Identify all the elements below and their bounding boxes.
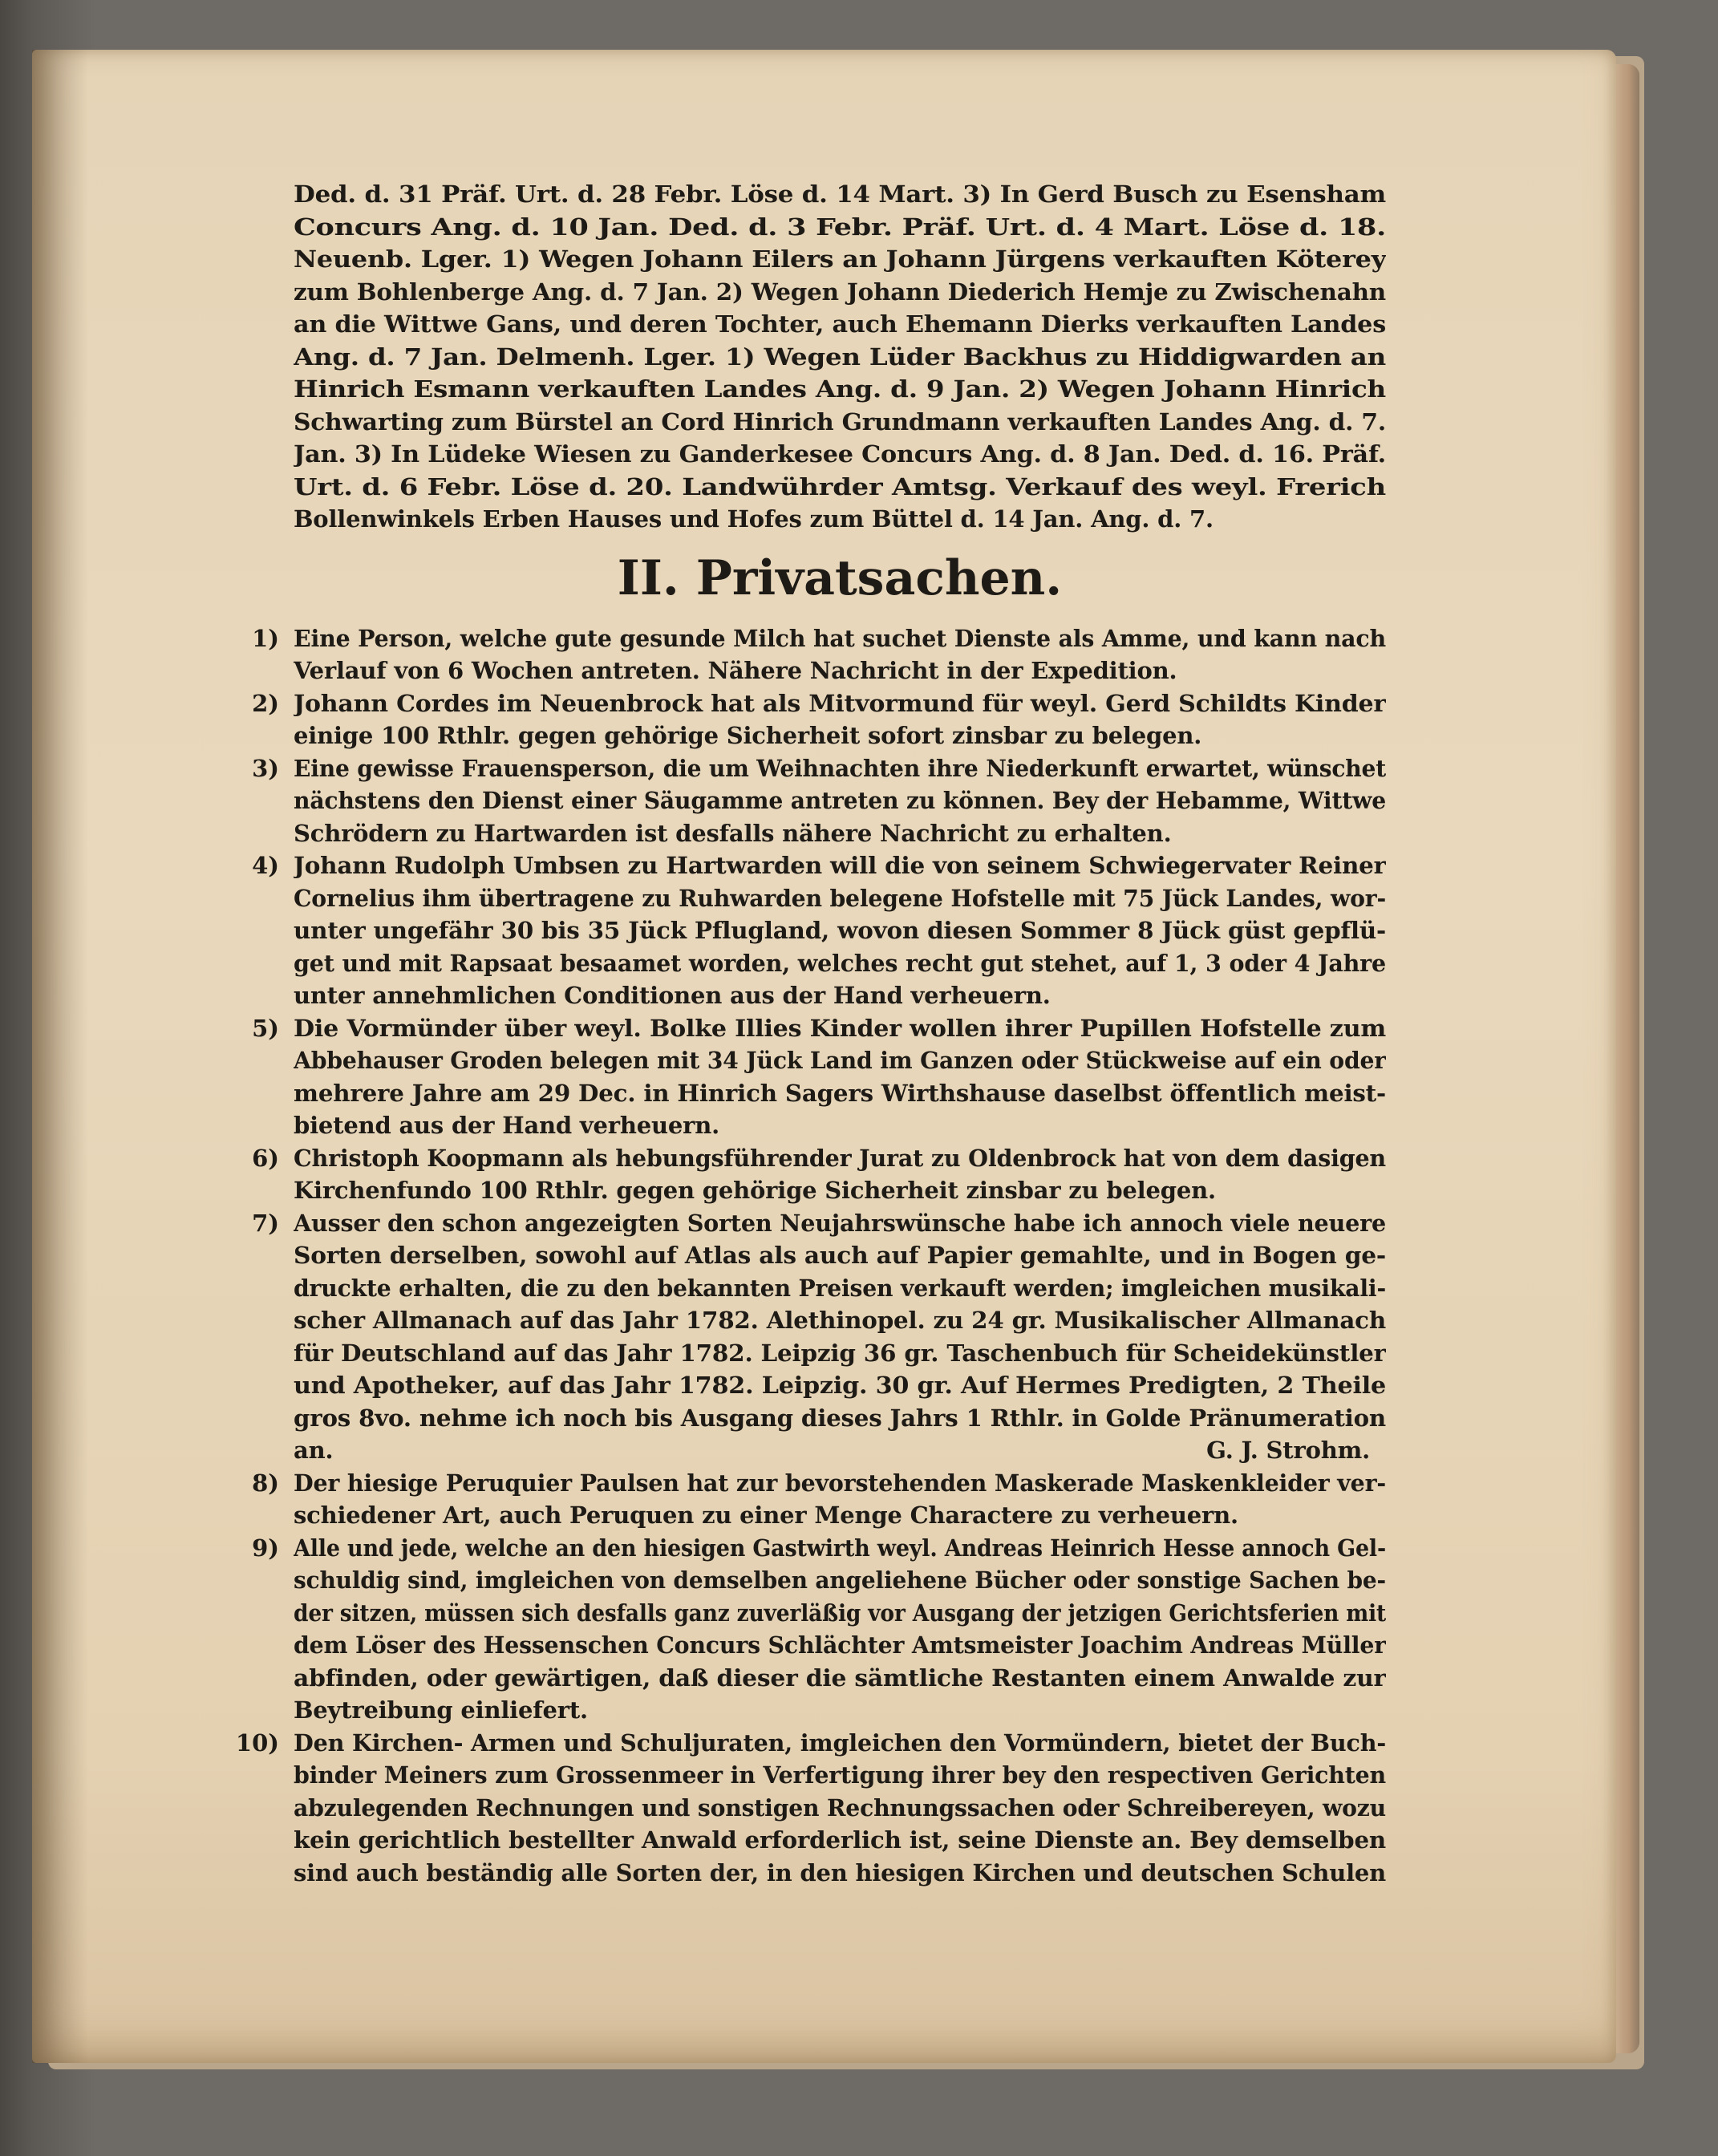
item-line: kein gerichtlich bestellter Anwald erforderlich ist, seine Dienste an. Bey demselben xyxy=(294,1826,1386,1854)
page-text xyxy=(235,178,1386,1889)
item-line: dem Löser des Hessenschen Concurs Schlächter Amtsmeister Joachim Andreas Müller xyxy=(294,1631,1386,1659)
gutter-shade xyxy=(32,50,88,2063)
item-number: 9) xyxy=(252,1534,279,1562)
item-line: schuldig sind, imgleichen von demselben angeliehene Bücher oder sonstige Sachen be- xyxy=(294,1566,1386,1594)
notice-item xyxy=(252,1532,1386,1727)
intro-line: an die Wittwe Gans, und deren Tochter, auch Ehemann Dierks verkauften Landes xyxy=(294,310,1386,338)
item-line: Abbehauser Groden belegen mit 34 Jück Land im Ganzen oder Stückweise auf ein oder xyxy=(294,1047,1386,1074)
item-line: Der hiesige Peruquier Paulsen hat zur bevorstehenden Maskerade Maskenkleider ver- xyxy=(294,1469,1386,1497)
notice-item xyxy=(252,1207,1386,1467)
item-signature: G. J. Strohm. xyxy=(1206,1437,1370,1464)
item-line: Johann Rudolph Umbsen zu Hartwarden will die von seinem Schwiegervater Reiner xyxy=(294,852,1386,879)
item-line: Kirchenfundo 100 Rthlr. gegen gehörige Sicherheit zinsbar zu belegen. xyxy=(294,1177,1216,1204)
item-line: Alle und jede, welche an den hiesigen Gastwirth weyl. Andreas Heinrich Hesse annoch Gel- xyxy=(294,1534,1386,1562)
item-number: 6) xyxy=(252,1144,279,1172)
intro-line: Urt. d. 6 Febr. Löse d. 20. Landwührder Amtsg. Verkauf des weyl. Frerich xyxy=(294,472,1386,500)
item-number: 7) xyxy=(252,1209,279,1237)
item-line: für Deutschland auf das Jahr 1782. Leipzig 36 gr. Taschenbuch für Scheidekünstler xyxy=(294,1339,1386,1367)
item-number: 10) xyxy=(235,1728,279,1757)
item-number: 1) xyxy=(252,624,279,652)
item-line: Sorten derselben, sowohl auf Atlas als auch auf Papier gemahlte, und in Bogen ge- xyxy=(294,1242,1386,1269)
item-line: Die Vormünder über weyl. Bolke Illies Kinder wollen ihrer Pupillen Hofstelle zum xyxy=(294,1014,1386,1042)
intro-line: Bollenwinkels Erben Hauses und Hofes zum Büttel d. 14 Jan. Ang. d. 7. xyxy=(294,505,1214,533)
item-line: Cornelius ihm übertragene zu Ruhwarden belegene Hofstelle mit 75 Jück Landes, wor- xyxy=(294,884,1386,912)
item-line: Johann Cordes im Neuenbrock hat als Mitvormund für weyl. Gerd Schildts Kinder xyxy=(294,689,1386,717)
item-line: Den Kirchen- Armen und Schuljuraten, imgleichen den Vormündern, bietet der Buch- xyxy=(294,1728,1386,1757)
intro-line: Ang. d. 7 Jan. Delmenh. Lger. 1) Wegen Lüder Backhus zu Hiddigwarden an xyxy=(294,342,1386,371)
intro-line: Concurs Ang. d. 10 Jan. Ded. d. 3 Febr. Präf. Urt. d. 4 Mart. Löse d. 18. xyxy=(294,213,1386,241)
item-line: binder Meiners zum Grossenmeer in Verfertigung ihrer bey den respectiven Gerichten xyxy=(294,1761,1386,1789)
intro-line: Hinrich Esmann verkauften Landes Ang. d. 9 Jan. 2) Wegen Johann Hinrich xyxy=(294,375,1386,403)
item-line: bietend aus der Hand verheuern. xyxy=(294,1112,720,1139)
item-number: 5) xyxy=(252,1014,279,1042)
notice-item xyxy=(235,1727,1386,1890)
intro-paragraph xyxy=(294,178,1386,536)
item-line: get und mit Rapsaat besaamet worden, welches recht gut stehet, auf 1, 3 oder 4 Jahre xyxy=(294,949,1386,977)
item-line: abzulegenden Rechnungen und sonstigen Rechnungssachen oder Schreibereyen, wozu xyxy=(294,1793,1386,1822)
item-line: abfinden, oder gewärtigen, daß dieser die sämtliche Restanten einem Anwalde zur xyxy=(294,1664,1386,1692)
item-line: Eine Person, welche gute gesunde Milch hat suchet Dienste als Amme, und kann nach xyxy=(294,624,1386,652)
intro-line: Neuenb. Lger. 1) Wegen Johann Eilers an Johann Jürgens verkauften Köterey xyxy=(294,245,1386,273)
item-line: Ausser den schon angezeigten Sorten Neujahrswünsche habe ich annoch viele neuere xyxy=(294,1209,1386,1237)
item-line: scher Allmanach auf das Jahr 1782. Alethinopel. zu 24 gr. Musikalischer Allmanach xyxy=(294,1307,1386,1334)
notice-item xyxy=(252,1142,1386,1207)
item-line: der sitzen, müssen sich desfalls ganz zuverläßig vor Ausgang der jetzigen Gerichtsferien mit xyxy=(294,1599,1386,1627)
intro-line: Jan. 3) In Lüdeke Wiesen zu Ganderkesee Concurs Ang. d. 8 Jan. Ded. d. 16. Präf. xyxy=(294,440,1386,468)
notice-item xyxy=(252,687,1386,752)
notice-item xyxy=(252,1467,1386,1532)
item-line: schiedener Art, auch Peruquen zu einer Menge Charactere zu verheuern. xyxy=(294,1502,1238,1529)
item-line: unter ungefähr 30 bis 35 Jück Pflugland, wovon diesen Sommer 8 Jück güst gepflü- xyxy=(294,917,1386,944)
item-line: Beytreibung einliefert. xyxy=(294,1696,588,1724)
intro-line: Ded. d. 31 Präf. Urt. d. 28 Febr. Löse d. 14 Mart. 3) In Gerd Busch zu Esensham xyxy=(294,180,1386,208)
item-line: und Apotheker, auf das Jahr 1782. Leipzig. 30 gr. Auf Hermes Predigten, 2 Theile xyxy=(294,1372,1386,1399)
item-number: 8) xyxy=(252,1469,279,1497)
notice-item xyxy=(252,622,1386,687)
notice-list xyxy=(235,622,1386,1890)
item-line: unter annehmlichen Conditionen aus der Hand verheuern. xyxy=(294,982,1051,1009)
item-line: gros 8vo. nehme ich noch bis Ausgang dieses Jahrs 1 Rthlr. in Golde Pränumeration xyxy=(294,1404,1386,1432)
intro-line: Schwarting zum Bürstel an Cord Hinrich Grundmann verkauften Landes Ang. d. 7. xyxy=(294,407,1386,436)
item-line: Christoph Koopmann als hebungsführender Jurat zu Oldenbrock hat von dem dasigen xyxy=(294,1144,1386,1172)
item-line: mehrere Jahre am 29 Dec. in Hinrich Sagers Wirthshause daselbst öffentlich meist- xyxy=(294,1079,1386,1107)
item-line: einige 100 Rthlr. gegen gehörige Sicherheit sofort zinsbar zu belegen. xyxy=(294,722,1202,749)
notice-item xyxy=(252,752,1386,850)
item-line: Verlauf von 6 Wochen antreten. Nähere Nachricht in der Expedition. xyxy=(294,657,1177,684)
page-edge-stack xyxy=(1612,64,1639,2053)
item-number: 4) xyxy=(252,852,279,879)
item-line: Schrödern zu Hartwarden ist desfalls nähere Nachricht zu erhalten. xyxy=(294,819,1172,847)
item-line: an. xyxy=(294,1437,334,1464)
item-number: 2) xyxy=(252,689,279,717)
item-line: sind auch beständig alle Sorten der, in den hiesigen Kirchen und deutschen Schulen xyxy=(294,1858,1386,1886)
section-heading: II. Privatsachen. xyxy=(617,549,1063,606)
notice-item xyxy=(252,849,1386,1012)
item-number: 3) xyxy=(252,754,279,782)
item-line: Eine gewisse Frauensperson, die um Weihnachten ihre Niederkunft erwartet, wünschet xyxy=(294,754,1386,782)
item-line: nächstens den Dienst einer Säugamme antreten zu können. Bey der Hebamme, Wittwe xyxy=(294,787,1386,814)
intro-line: zum Bohlenberge Ang. d. 7 Jan. 2) Wegen Johann Diederich Hemje zu Zwischenahn xyxy=(294,278,1386,306)
notice-item xyxy=(252,1012,1386,1142)
item-line: druckte erhalten, die zu den bekannten Preisen verkauft werden; imgleichen musikali- xyxy=(294,1274,1386,1302)
